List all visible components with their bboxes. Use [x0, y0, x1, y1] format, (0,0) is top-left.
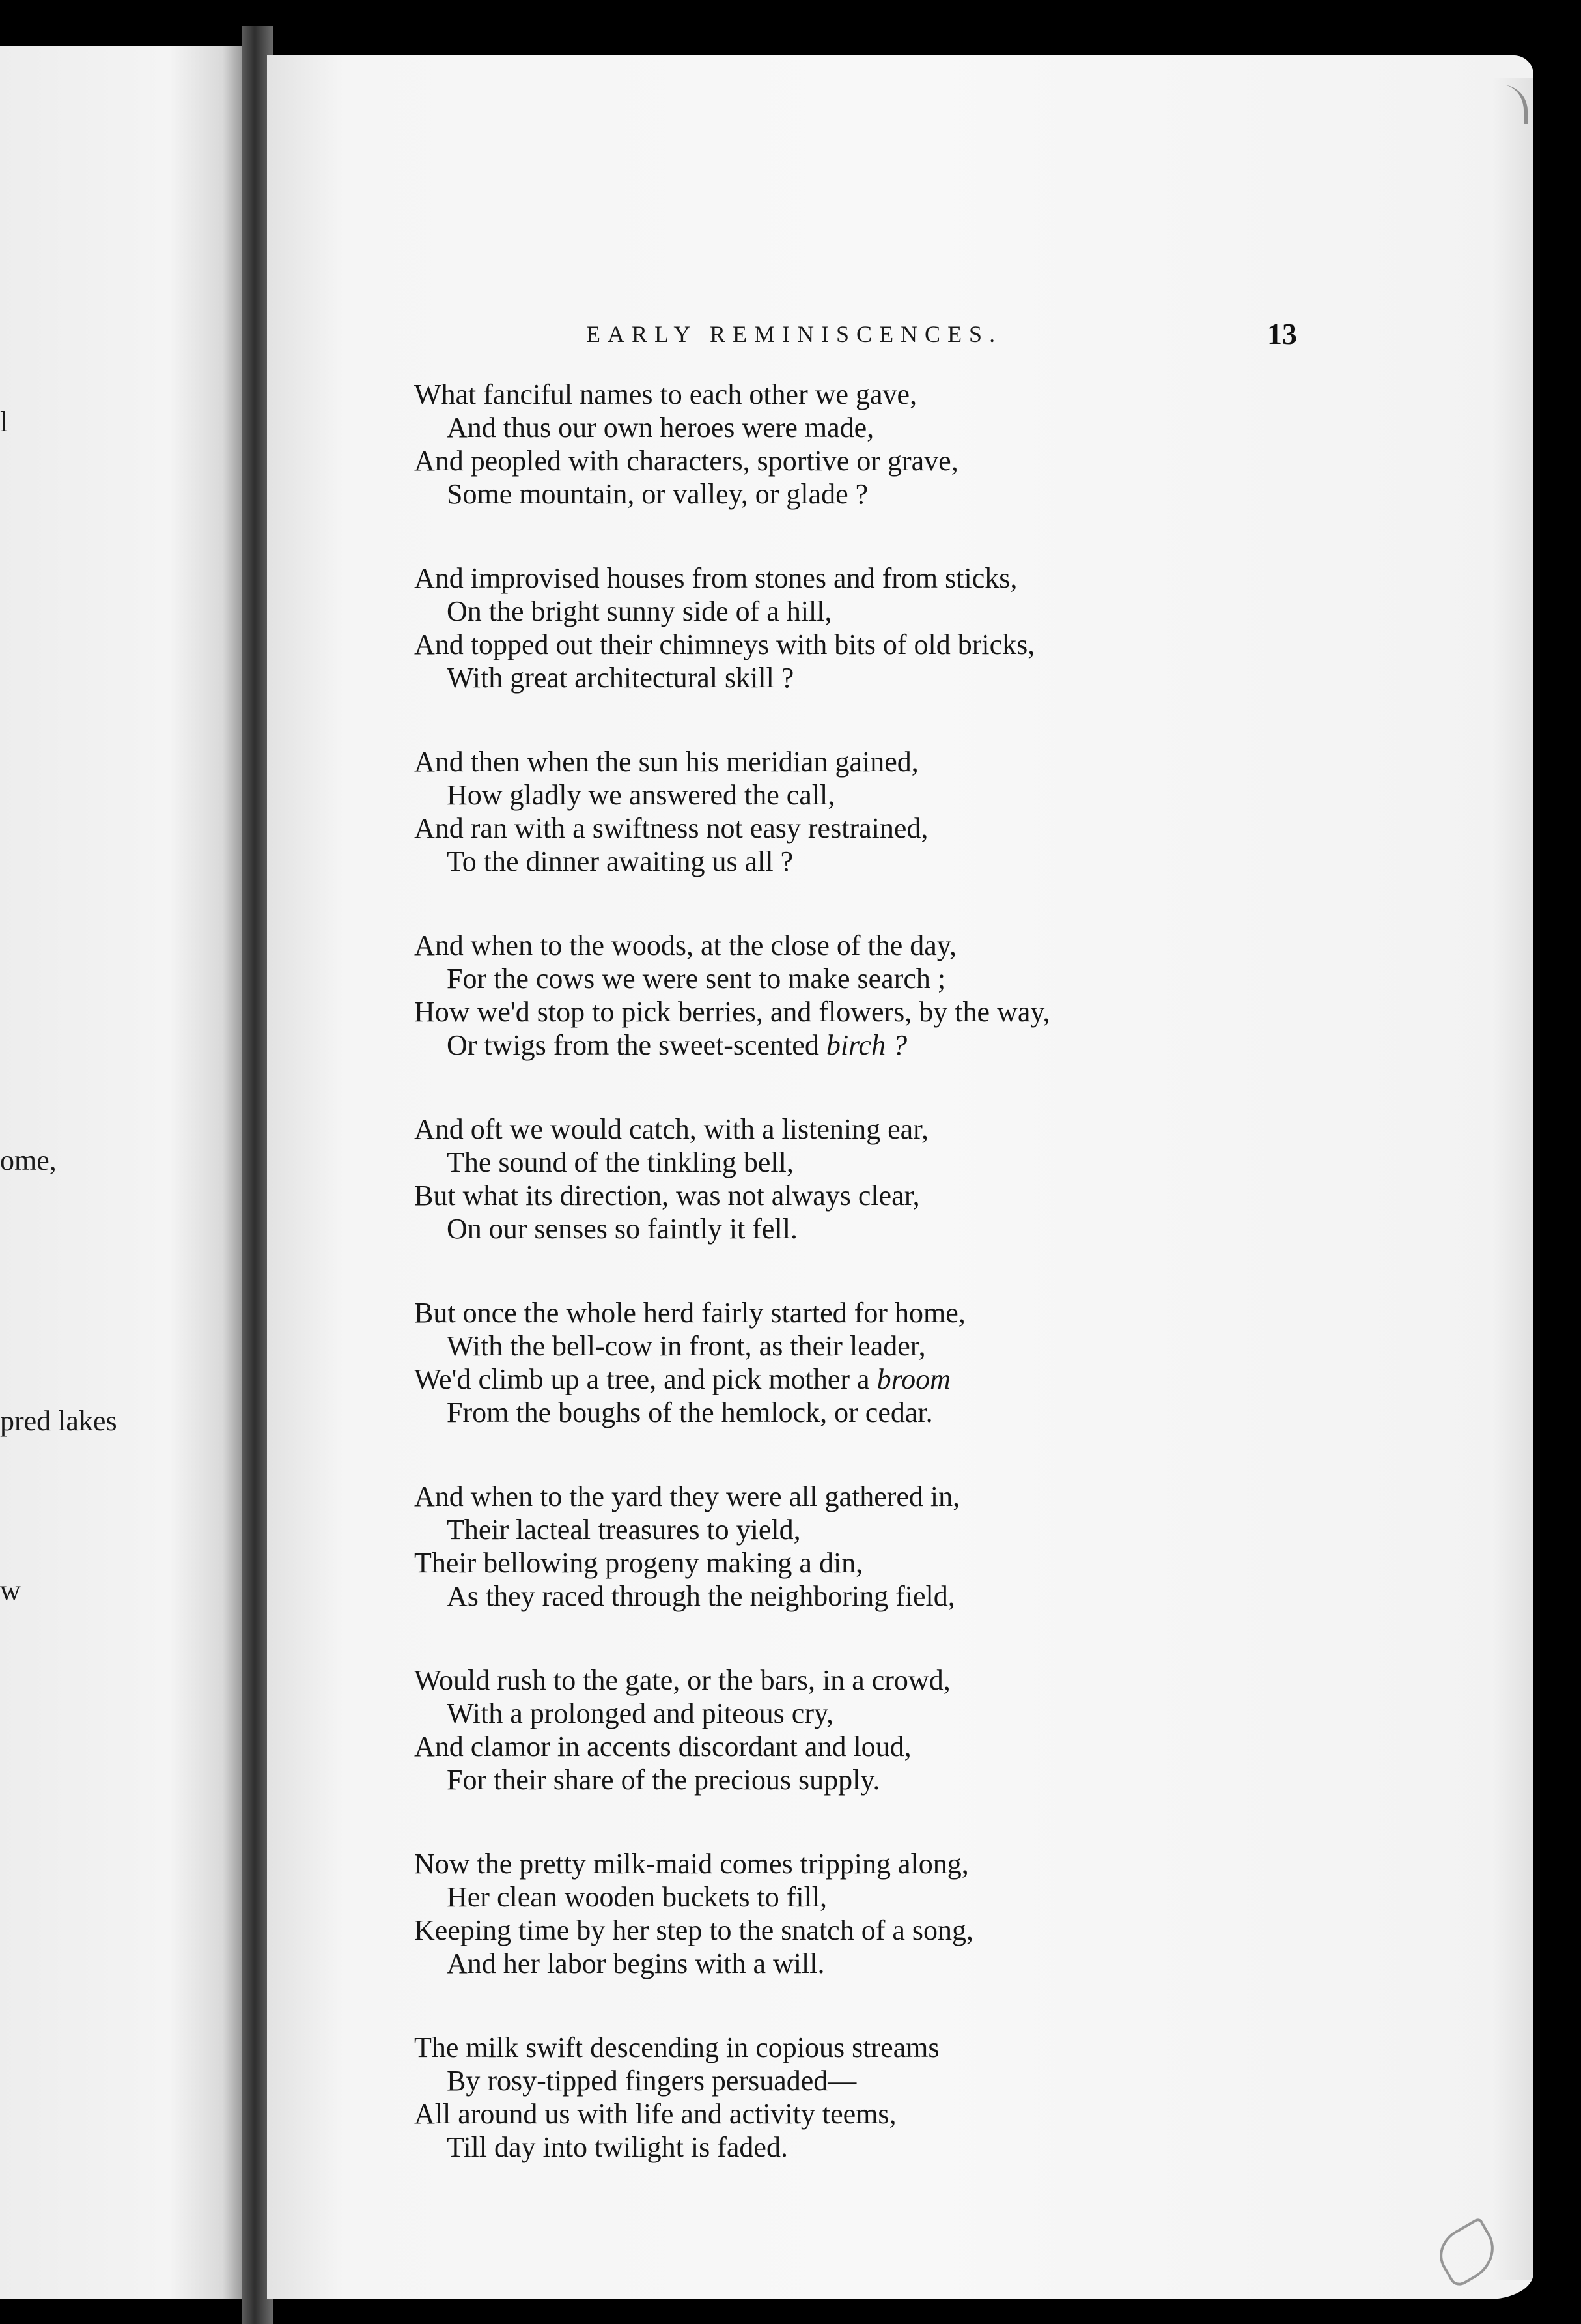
verse-line: And ran with a swiftness not easy restrained, [414, 812, 929, 844]
verse-line: And then when the sun his meridian gained, [414, 746, 919, 778]
verse-line-text: We'd climb up a tree, and pick mother a [414, 1363, 877, 1395]
verse-line: And clamor in accents discordant and loud, [414, 1731, 912, 1763]
verse-line: And when to the yard they were all gathered in, [414, 1481, 960, 1512]
verse-line: To the dinner awaiting us all ? [447, 845, 794, 877]
verse-line: With a prolonged and piteous cry, [447, 1697, 834, 1729]
verse-line: The sound of the tinkling bell, [447, 1146, 794, 1178]
verse-line: With the bell-cow in front, as their leader, [447, 1330, 926, 1362]
verse-line [414, 1363, 1482, 1396]
page-edge-shadow [1491, 78, 1537, 2280]
verse-line: The milk swift descending in copious streams [414, 2032, 940, 2063]
verse-line: How we'd stop to pick berries, and flowers, by the way, [414, 996, 1050, 1028]
left-page-fragment: ome, [0, 1144, 57, 1176]
verse-line: By rosy-tipped fingers persuaded— [447, 2065, 857, 2097]
verse-line: And her labor begins with a will. [447, 1948, 825, 1979]
stanza [414, 378, 1482, 511]
verse-line: Till day into twilight is faded. [447, 2131, 788, 2163]
verse-line: What fanciful names to each other we gave, [414, 378, 917, 410]
poem-body [414, 378, 1482, 2215]
stanza [414, 929, 1482, 1062]
left-facing-page [0, 46, 242, 2299]
verse-line: Some mountain, or valley, or glade ? [447, 478, 869, 510]
verse-line: And peopled with characters, sportive or grave, [414, 445, 958, 477]
verse-line: From the boughs of the hemlock, or cedar. [447, 1396, 933, 1428]
verse-line: For their share of the precious supply. [447, 1764, 880, 1796]
left-page-fragment: pred lakes [0, 1405, 117, 1437]
verse-line: And improvised houses from stones and from sticks, [414, 562, 1018, 594]
verse-line-text: Or twigs from the sweet-scented [447, 1029, 826, 1061]
verse-line: As they raced through the neighboring field, [447, 1580, 955, 1612]
stanza [414, 745, 1482, 878]
verse-line: And when to the woods, at the close of the day, [414, 929, 957, 961]
verse-line: For the cows we were sent to make search ; [447, 963, 946, 995]
verse-line: Their lacteal treasures to yield, [447, 1514, 801, 1546]
verse-line [414, 1028, 1482, 1062]
verse-line: And oft we would catch, with a listening ear, [414, 1113, 929, 1145]
stanza [414, 1847, 1482, 1980]
stanza [414, 2031, 1482, 2164]
verse-line: Her clean wooden buckets to fill, [447, 1881, 828, 1913]
running-header: EARLY REMINISCENCES. [586, 321, 1003, 347]
italic-word: birch ? [826, 1029, 908, 1061]
left-page-fragment: l [0, 406, 8, 438]
verse-line: On our senses so faintly it fell. [447, 1213, 798, 1245]
verse-line: With great architectural skill ? [447, 662, 794, 694]
verse-line: Now the pretty milk-maid comes tripping along, [414, 1848, 969, 1880]
italic-word: broom [876, 1363, 951, 1395]
left-page-fragment: w [0, 1574, 21, 1606]
verse-line: But what its direction, was not always clear, [414, 1180, 920, 1212]
page-number: 13 [1267, 317, 1297, 350]
verse-line: On the bright sunny side of a hill, [447, 595, 832, 627]
stanza [414, 561, 1482, 694]
verse-line: Keeping time by her step to the snatch of a song, [414, 1914, 974, 1946]
stanza [414, 1112, 1482, 1245]
stanza [414, 1664, 1482, 1796]
stanza [414, 1296, 1482, 1429]
verse-line: Their bellowing progeny making a din, [414, 1547, 863, 1579]
verse-line: And topped out their chimneys with bits of old bricks, [414, 629, 1035, 660]
verse-line: Would rush to the gate, or the bars, in a crowd, [414, 1664, 951, 1696]
verse-line: And thus our own heroes were made, [447, 412, 874, 444]
stanza [414, 1480, 1482, 1613]
verse-line: But once the whole herd fairly started for home, [414, 1297, 966, 1329]
verse-line: All around us with life and activity teems, [414, 2098, 897, 2130]
verse-line: How gladly we answered the call, [447, 779, 835, 811]
